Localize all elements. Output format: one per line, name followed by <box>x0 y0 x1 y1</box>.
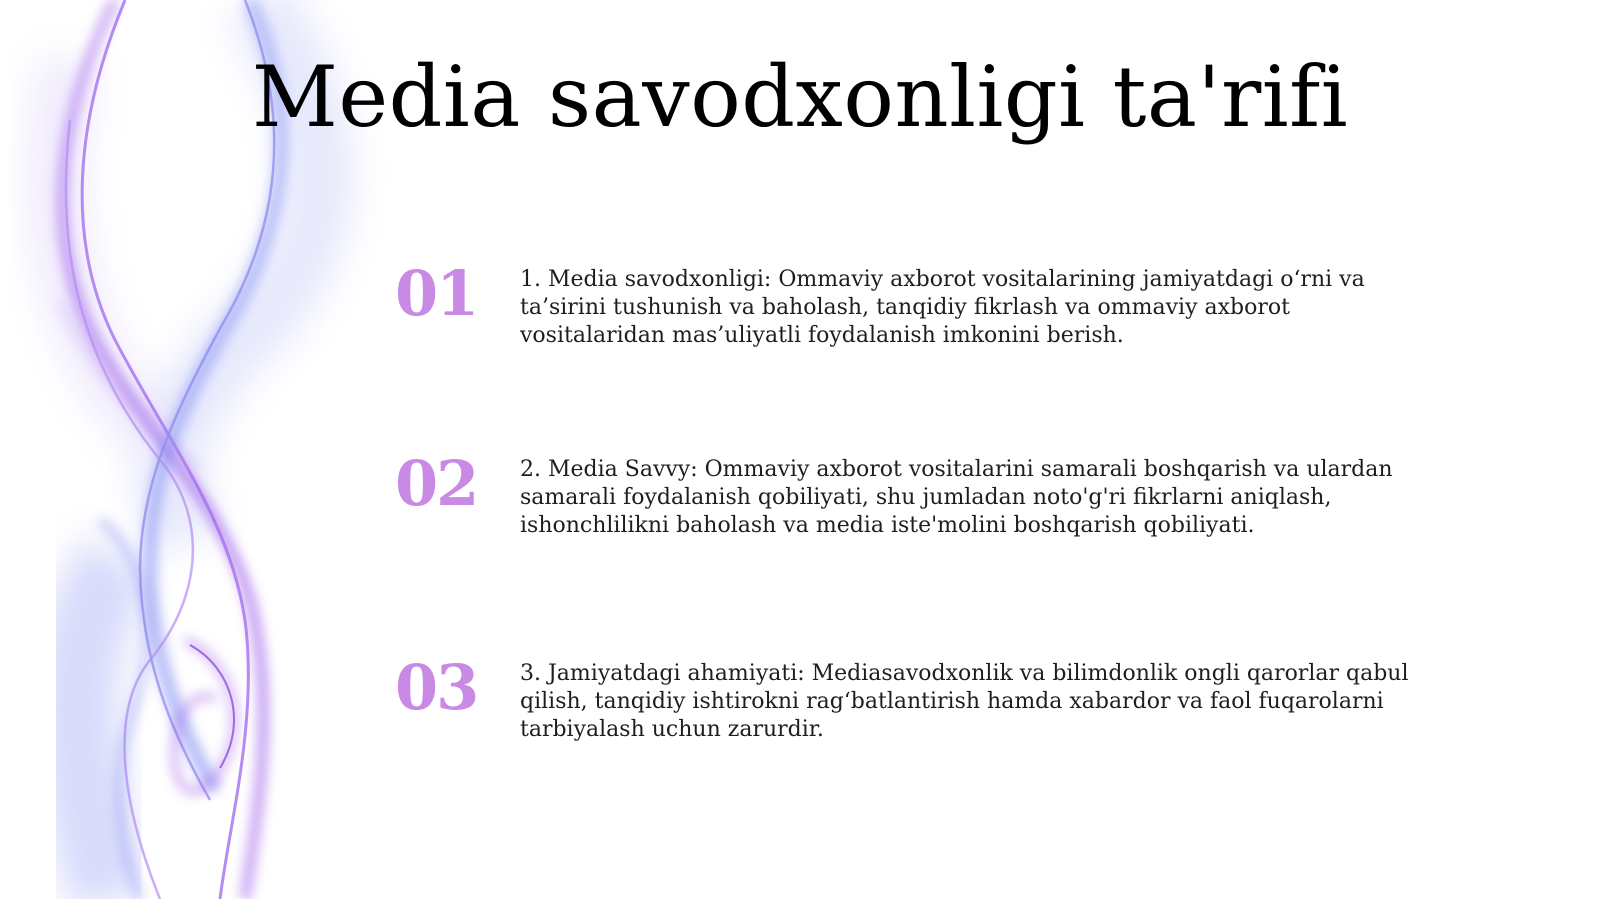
list-item <box>395 652 1425 762</box>
item-number: 03 <box>395 651 478 724</box>
item-text: 1. Media savodxonligi: Ommaviy axborot vositalarining jamiyatdagi o‘rni va ta’sirini tushunish va baholash, tanqidiy fikrlash va ommaviy axborot vositalaridan mas’uliyatli foydalanish imkonini berish. <box>520 267 1365 348</box>
item-number: 01 <box>395 257 478 330</box>
slide-title: Media savodxonligi ta'rifi <box>251 48 1349 146</box>
list-item <box>395 258 1425 368</box>
item-number: 02 <box>395 447 478 520</box>
item-text: 3. Jamiyatdagi ahamiyati: Mediasavodxonlik va bilimdonlik ongli qarorlar qabul qilish, tanqidiy ishtirokni rag‘batlantirish hamda xabardor va faol fuqarolarni tarbiyalash uchun zarurdir. <box>520 661 1409 742</box>
item-text: 2. Media Savvy: Ommaviy axborot vositalarini samarali boshqarish va ulardan samarali foydalanish qobiliyati, shu jumladan noto'g'ri fikrlarni aniqlash, ishonchlilikni baholash va media iste'molini boshqarish qobiliyati. <box>520 457 1393 538</box>
list-item <box>395 448 1425 558</box>
